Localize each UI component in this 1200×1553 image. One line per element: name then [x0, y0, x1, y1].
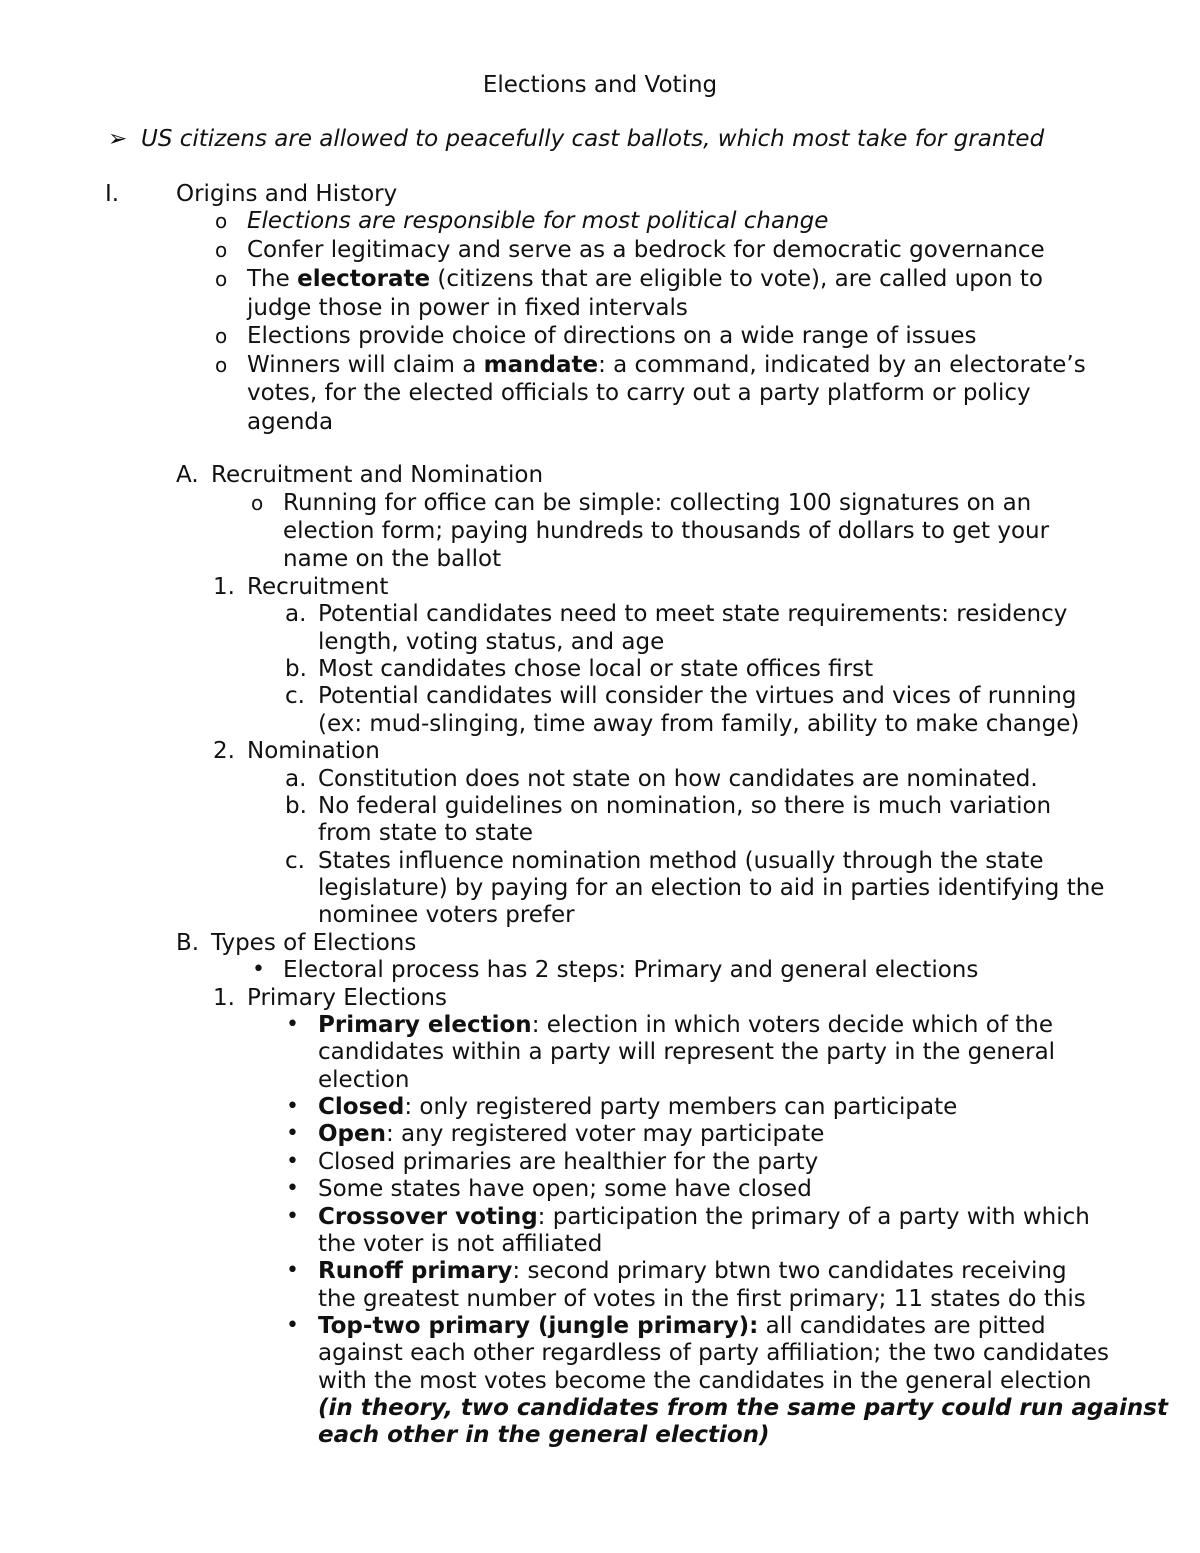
list-item-text: : any registered voter may participate	[386, 1121, 825, 1147]
list-marker: b.	[285, 793, 307, 819]
list-marker: c.	[285, 848, 305, 874]
bullet-dot-icon: •	[286, 1012, 299, 1037]
term-electorate: electorate	[297, 266, 431, 292]
list-item: Running for office can be simple: collecting 100 signatures on an	[283, 490, 1032, 516]
term-crossover-voting: Crossover voting	[318, 1204, 538, 1230]
list-marker: a.	[285, 601, 307, 627]
list-item-continuation: judge those in power in fixed intervals	[247, 295, 688, 321]
list-item-continuation: election	[318, 1067, 410, 1093]
list-item-continuation: against each other regardless of party affiliation; the two candidates	[318, 1340, 1110, 1366]
list-item	[318, 1203, 1090, 1231]
list-item: Constitution does not state on how candidates are nominated.	[318, 766, 1038, 792]
list-item: Potential candidates need to meet state requirements: residency	[318, 601, 1068, 627]
list-item-continuation: the greatest number of votes in the first primary; 11 states do this	[318, 1286, 1086, 1312]
list-item-continuation: nominee voters prefer	[318, 902, 575, 928]
list-item-continuation: name on the ballot	[283, 546, 502, 572]
list-marker: b.	[285, 656, 307, 682]
list-item: Most candidates chose local or state offices first	[318, 656, 874, 682]
list-item-continuation: with the most votes become the candidates in the general election	[318, 1368, 1092, 1394]
list-item	[318, 1093, 957, 1121]
bullet-dot-icon: •	[286, 1176, 299, 1201]
section-numeral: I.	[105, 181, 120, 207]
section-letter: A.	[176, 462, 199, 488]
section-heading: Recruitment and Nomination	[211, 462, 544, 488]
list-item-text: : a command, indicated by an electorate’s	[598, 352, 1086, 378]
bullet-dot-icon: •	[286, 1258, 299, 1283]
list-item	[318, 1257, 1067, 1285]
circle-bullet-icon: o	[215, 324, 228, 348]
term-top-two-primary: Top-two primary (jungle primary):	[318, 1313, 759, 1339]
term-mandate: mandate	[483, 352, 599, 378]
list-item-text: (citizens that are eligible to vote), are called upon to	[430, 266, 1043, 292]
list-item	[247, 351, 1086, 379]
list-item-text: : second primary btwn two candidates receiving	[512, 1258, 1067, 1284]
term-primary-election: Primary election	[318, 1012, 532, 1038]
subsection-number: 1.	[213, 574, 235, 600]
section-heading: Types of Elections	[211, 930, 417, 956]
subsection-number: 2.	[213, 738, 235, 764]
term-open: Open	[318, 1121, 386, 1147]
list-item: Electoral process has 2 steps: Primary and general elections	[283, 957, 979, 983]
circle-bullet-icon: o	[215, 209, 228, 233]
intro-text: US citizens are allowed to peacefully cast ballots, which most take for granted	[141, 126, 1045, 152]
list-item-continuation: (ex: mud-slinging, time away from family, ability to make change)	[318, 711, 1080, 737]
subsection-heading: Recruitment	[247, 574, 389, 600]
list-item: Some states have open; some have closed	[318, 1176, 812, 1202]
list-item	[318, 1312, 1046, 1340]
list-item-continuation: election form; paying hundreds to thousands of dollars to get your	[283, 518, 1050, 544]
list-item-text: The	[247, 266, 298, 292]
term-closed: Closed	[318, 1094, 405, 1120]
list-item: Elections are responsible for most political change	[247, 208, 829, 234]
list-item: Closed primaries are healthier for the party	[318, 1149, 819, 1175]
bullet-dot-icon: •	[286, 1094, 299, 1119]
list-item: Potential candidates will consider the virtues and vices of running	[318, 683, 1077, 709]
list-item-continuation: the voter is not affiliated	[318, 1231, 603, 1257]
list-item: No federal guidelines on nomination, so there is much variation	[318, 793, 1052, 819]
list-item-text: : only registered party members can participate	[404, 1094, 958, 1120]
subsection-heading: Primary Elections	[247, 985, 447, 1011]
bullet-dot-icon: •	[286, 1204, 299, 1229]
bullet-dot-icon: •	[286, 1121, 299, 1146]
list-item: Elections provide choice of directions on a wide range of issues	[247, 323, 977, 349]
circle-bullet-icon: o	[251, 491, 264, 515]
list-item-continuation: agenda	[247, 409, 334, 435]
bullet-dot-icon: •	[252, 957, 265, 982]
list-item-continuation: from state to state	[318, 820, 534, 846]
list-item: States influence nomination method (usually through the state	[318, 848, 1044, 874]
list-marker: a.	[285, 766, 307, 792]
list-item-note: (in theory, two candidates from the same party could run against	[318, 1395, 1168, 1421]
list-item: Confer legitimacy and serve as a bedrock for democratic governance	[247, 237, 1045, 263]
circle-bullet-icon: o	[215, 353, 228, 377]
list-item-continuation: candidates within a party will represent the party in the general	[318, 1039, 1056, 1065]
arrow-bullet-icon: ➢	[108, 126, 128, 152]
section-letter: B.	[176, 930, 200, 956]
term-runoff-primary: Runoff primary	[318, 1258, 513, 1284]
document-title: Elections and Voting	[482, 72, 718, 98]
section-heading: Origins and History	[176, 181, 398, 207]
list-item-text: all candidates are pitted	[758, 1313, 1046, 1339]
list-item-note: each other in the general election)	[318, 1422, 770, 1448]
list-item-text: Winners will claim a	[247, 352, 484, 378]
list-item	[318, 1011, 1053, 1039]
list-item	[318, 1120, 824, 1148]
circle-bullet-icon: o	[215, 267, 228, 291]
list-item-text: : participation the primary of a party with which	[537, 1204, 1090, 1230]
list-item-text: : election in which voters decide which of the	[531, 1012, 1054, 1038]
list-marker: c.	[285, 683, 305, 709]
list-item	[247, 265, 1043, 293]
subsection-heading: Nomination	[247, 738, 380, 764]
list-item-continuation: legislature) by paying for an election to aid in parties identifying the	[318, 875, 1105, 901]
list-item-continuation: votes, for the elected officials to carry out a party platform or policy	[247, 380, 1031, 406]
bullet-dot-icon: •	[286, 1149, 299, 1174]
bullet-dot-icon: •	[286, 1313, 299, 1338]
circle-bullet-icon: o	[215, 238, 228, 262]
list-item-continuation: length, voting status, and age	[318, 629, 665, 655]
subsection-number: 1.	[213, 985, 235, 1011]
